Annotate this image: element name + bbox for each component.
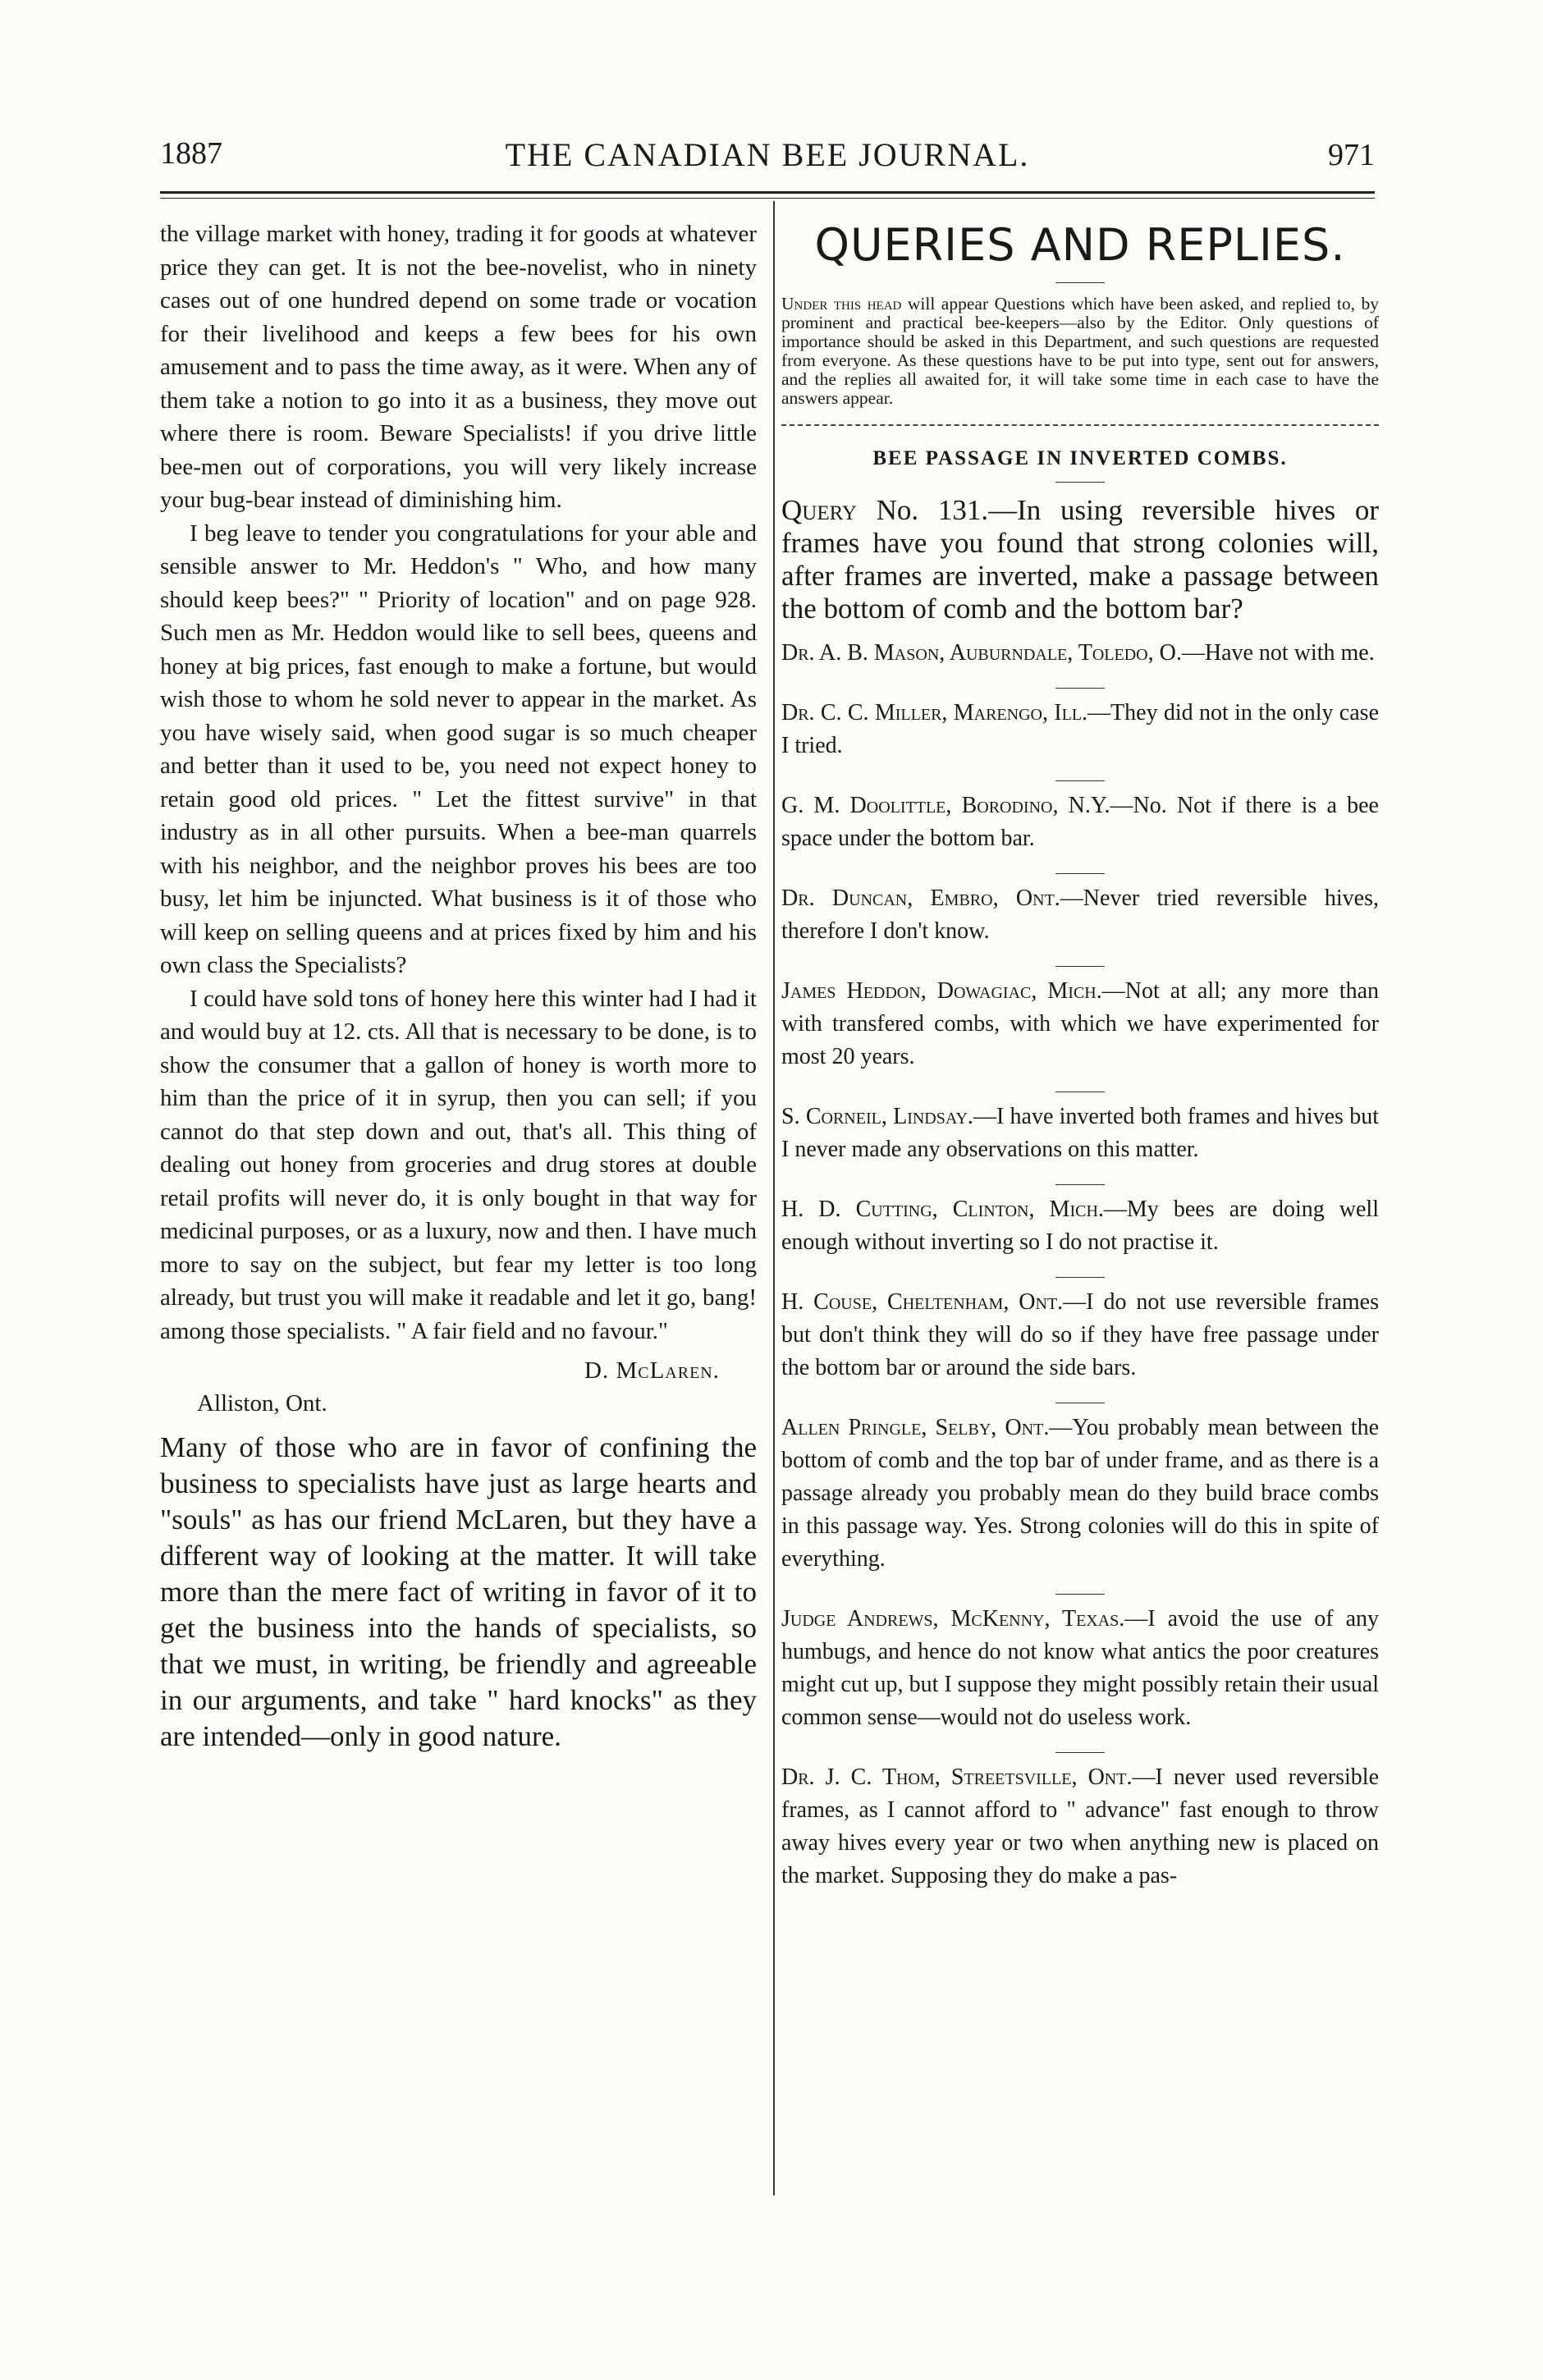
reply-separator (1055, 873, 1105, 874)
replies-list (781, 637, 1379, 1893)
section-rule (1055, 282, 1105, 283)
reply-item: Judge Andrews, McKenny, Texas.—I avoid the use of any humbugs, and hence do not know what antics the poor creatures might cut up, but I suppose they might possibly retain their usual common sense—would not do useless work. (781, 1606, 1379, 1730)
query-rule (1055, 482, 1105, 483)
section-title: QUERIES AND REPLIES. (814, 219, 1346, 271)
intro-text: will appear Questions which have been asked, and replied to, by prominent and practical bee-keepers—also by the Editor. Only questions of importance should be asked in this Department, and such questions are requested from everyone. As these questions have to be put into type, sent out for answers, and the replies all awaited for, it will take some time in each case to have the answers appear. (781, 294, 1379, 408)
reply-item: S. Corneil, Lindsay.—I have inverted both frames and hives but I never made any observations on this matter. (781, 1104, 1379, 1162)
right-column (781, 217, 1379, 1893)
reply-separator (1055, 1277, 1105, 1278)
reply-separator (1055, 688, 1105, 689)
query-body: No. 131.—In using reversible hives or frames have you found that strong colonies will, after frames are inverted, make a passage between the bottom of comb and the bottom bar? (781, 494, 1379, 625)
query-lead: Query (781, 494, 857, 526)
reply-item: H. Couse, Cheltenham, Ont.—I do not use reversible frames but don't think they will do so if they have free passage under the bottom bar or around the side bars. (781, 1289, 1379, 1380)
column-divider (773, 201, 775, 2195)
reply-separator (1055, 780, 1105, 781)
reply-item: H. D. Cutting, Clinton, Mich.—My bees are doing well enough without inverting so I do not practise it. (781, 1197, 1379, 1255)
header-rule-thin (160, 198, 1375, 199)
reply-item: Dr. C. C. Miller, Marengo, Ill.—They did not in the only case I tried. (781, 700, 1379, 758)
left-column (160, 217, 757, 1755)
reply-separator (1055, 966, 1105, 967)
reply-item: Dr. J. C. Thom, Streetsville, Ont.—I never used reversible frames, as I cannot afford to " advance" fast enough to throw away hives every year or two when anything new is placed on the market. Supposing they do make a pas- (781, 1764, 1379, 1888)
reply-item: Dr. Duncan, Embro, Ont.—Never tried reversible hives, therefore I don't know. (781, 886, 1379, 944)
letter-signature: D. McLaren. (584, 1357, 720, 1384)
year: 1887 (160, 136, 222, 171)
page-header (160, 135, 1375, 176)
page-number: 971 (1328, 138, 1375, 172)
reply-separator (1055, 1184, 1105, 1185)
reply-separator (1055, 1594, 1105, 1595)
reply-item: James Heddon, Dowagiac, Mich.—Not at all; any more than with transfered combs, with which we have experimented for most 20 years. (781, 978, 1380, 1069)
editorial-note: Many of those who are in favor of confining the business to specialists have just as large hearts and "souls" as has our friend McLaren, but they have a different way of looking at the matter. It will take more than the mere fact of writing in favor of it to get the business into the hands of specialists, so that we must, in writing, be friendly and agreeable in our arguments, and take " hard knocks" as they are intended—only in good nature. (160, 1431, 757, 1752)
intro-lead: Under this head (781, 294, 902, 314)
reply-item: Allen Pringle, Selby, Ont.—You probably mean between the bottom of comb and the top bar of under frame, and as there is a passage already you probably mean do they build brace combs in this passage way. Yes. Strong colonies will do this in spite of everything. (781, 1415, 1379, 1572)
header-rule-thick (160, 191, 1375, 194)
query-text (781, 494, 1379, 625)
letter-paragraph-3: I could have sold tons of honey here this winter had I had it and would buy at 12. cts. All that is necessary to be done, is to show the consumer that a gallon of honey is worth more to him than the price of it in syrup, then you can sell; if you cannot do that step down and out, that's all. This thing of dealing out honey from groceries and drug stores at double retail profits will never do, it is only bought in that way for medicinal purposes, or as a luxury, now and then. I have much more to say on the subject, but fear my letter is too long already, but trust you will make it readable and let it go, bang! among those specialists. " A fair field and no favour." (160, 985, 757, 1344)
letter-paragraph-2: I beg leave to tender you congratulations for your able and sensible answer to Mr. Heddon's " Who, and how many should keep bees?" " Priority of location" and on page 928. Such men as Mr. Heddon would like to sell bees, queens and honey at big prices, fast enough to make a fortune, but would wish those to whom he sold never to appear in the market. As you have wisely said, when good sugar is so much cheaper and better than it used to be, you need not expect honey to retain good old prices. " Let the fittest survive" in that industry as in all other pursuits. When a bee-man quarrels with his neighbor, and the neighbor proves his bees are too busy, let him be injuncted. What business is it of those who will keep on selling queens and at prices fixed by him and his own class the Specialists? (160, 519, 757, 978)
reply-item: G. M. Doolittle, Borodino, N.Y.—No. Not if there is a bee space under the bottom bar. (781, 793, 1379, 851)
query-title: BEE PASSAGE IN INVERTED COMBS. (872, 447, 1288, 469)
letter-paragraph-1: the village market with honey, trading it for goods at whatever price they can get. It is not the bee-novelist, who in ninety cases out of one hundred depend on some trade or vocation for their livelihood and keeps a few bees for his own amusement and to pass the time away, as it were. When any of them take a notion to go into it as a business, they move out where there is room. Beware Specialists! if you drive little bee-men out of corporations, you will very likely increase your bug-bear instead of diminishing him. (160, 221, 757, 513)
letter-place: Alliston, Ont. (197, 1390, 327, 1417)
reply-separator (1055, 1752, 1105, 1753)
dashed-rule (781, 424, 1379, 426)
section-intro (781, 295, 1379, 408)
reply-item: Dr. A. B. Mason, Auburndale, Toledo, O.—Have not with me. (781, 640, 1375, 666)
journal-title: THE CANADIAN BEE JOURNAL. (505, 136, 1030, 173)
